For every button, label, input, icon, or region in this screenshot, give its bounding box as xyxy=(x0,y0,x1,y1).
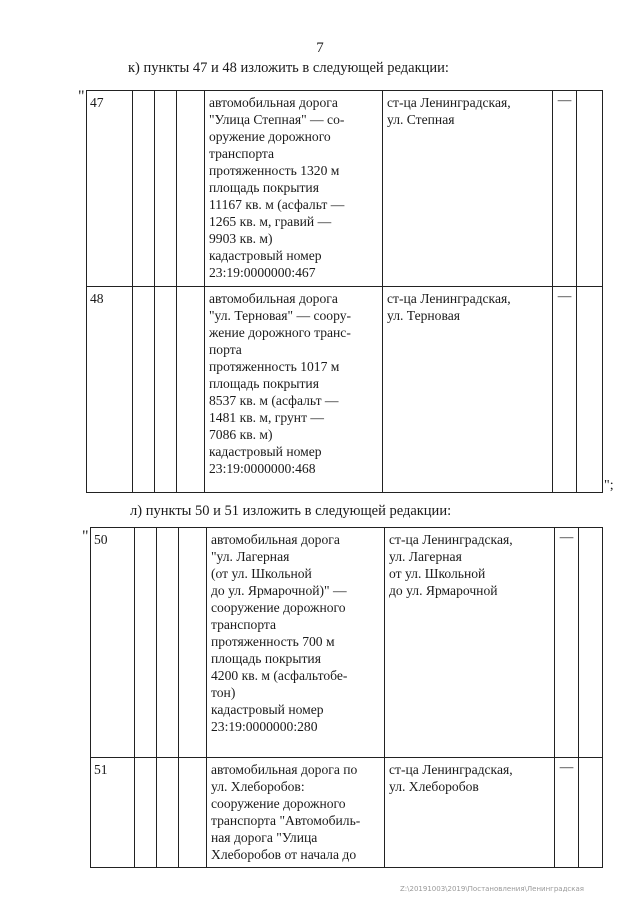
dash-cell: — xyxy=(555,758,579,868)
empty-cell xyxy=(157,528,179,758)
section-k-close-mark: "; xyxy=(604,478,614,493)
empty-cell xyxy=(577,287,603,493)
empty-cell xyxy=(133,287,155,493)
empty-cell xyxy=(179,758,207,868)
row-number: 48 xyxy=(87,287,133,493)
table-row xyxy=(87,91,603,287)
empty-cell xyxy=(157,758,179,868)
section-k-table xyxy=(86,90,603,493)
section-l-table xyxy=(90,527,603,868)
road-description: автомобильная дорога "Улица Степная" — со- оружение дорожного транспорта протяженность 1320 м площадь покрытия 11167 кв. м (асфальт — 1265 кв. м, гравий — 9903 кв. м) кадастровый номер 23:19:0000000:467 xyxy=(205,91,383,287)
empty-cell xyxy=(577,91,603,287)
road-address: ст-ца Ленинградская, ул. Степная xyxy=(383,91,553,287)
empty-cell xyxy=(579,758,603,868)
empty-cell xyxy=(135,528,157,758)
row-number: 47 xyxy=(87,91,133,287)
empty-cell xyxy=(177,287,205,493)
table-row xyxy=(87,287,603,493)
dash-cell: — xyxy=(553,287,577,493)
page-number: 7 xyxy=(316,40,324,56)
empty-cell xyxy=(579,528,603,758)
road-address: ст-ца Ленинградская, ул. Терновая xyxy=(383,287,553,493)
empty-cell xyxy=(179,528,207,758)
row-number: 51 xyxy=(91,758,135,868)
dash-cell: — xyxy=(553,91,577,287)
road-description: автомобильная дорога "ул. Терновая" — соору- жение дорожного транс- порта протяженность 1017 м площадь покрытия 8537 кв. м (асфальт — 1481 кв. м, грунт — 7086 кв. м) кадастровый номер 23:19:0000000:468 xyxy=(205,287,383,493)
table-row xyxy=(91,528,603,758)
section-l-open-quote: " xyxy=(82,528,89,545)
row-number: 50 xyxy=(91,528,135,758)
empty-cell xyxy=(155,287,177,493)
table-row xyxy=(91,758,603,868)
road-address: ст-ца Ленинградская, ул. Хлеборобов xyxy=(385,758,555,868)
section-l-intro: л) пункты 50 и 51 изложить в следующей редакции: xyxy=(130,503,452,519)
road-description: автомобильная дорога "ул. Лагерная (от ул. Школьной до ул. Ярмарочной)" — сооружение дорожного транспорта протяженность 700 м площадь покрытия 4200 кв. м (асфальтобе- тон) кадастровый номер 23:19:0000000:280 xyxy=(207,528,385,758)
empty-cell xyxy=(133,91,155,287)
road-address: ст-ца Ленинградская, ул. Лагерная от ул. Школьной до ул. Ярмарочной xyxy=(385,528,555,758)
footer-path: Z:\20191003\2019\Постановления\Ленинградская xyxy=(400,885,584,893)
empty-cell xyxy=(155,91,177,287)
dash-cell: — xyxy=(555,528,579,758)
section-k-open-quote: " xyxy=(78,88,85,105)
section-k-intro: к) пункты 47 и 48 изложить в следующей редакции: xyxy=(128,60,449,76)
empty-cell xyxy=(177,91,205,287)
empty-cell xyxy=(135,758,157,868)
road-description: автомобильная дорога по ул. Хлеборобов: сооружение дорожного транспорта "Автомобиль- ная дорога "Улица Хлеборобов от начала до xyxy=(207,758,385,868)
